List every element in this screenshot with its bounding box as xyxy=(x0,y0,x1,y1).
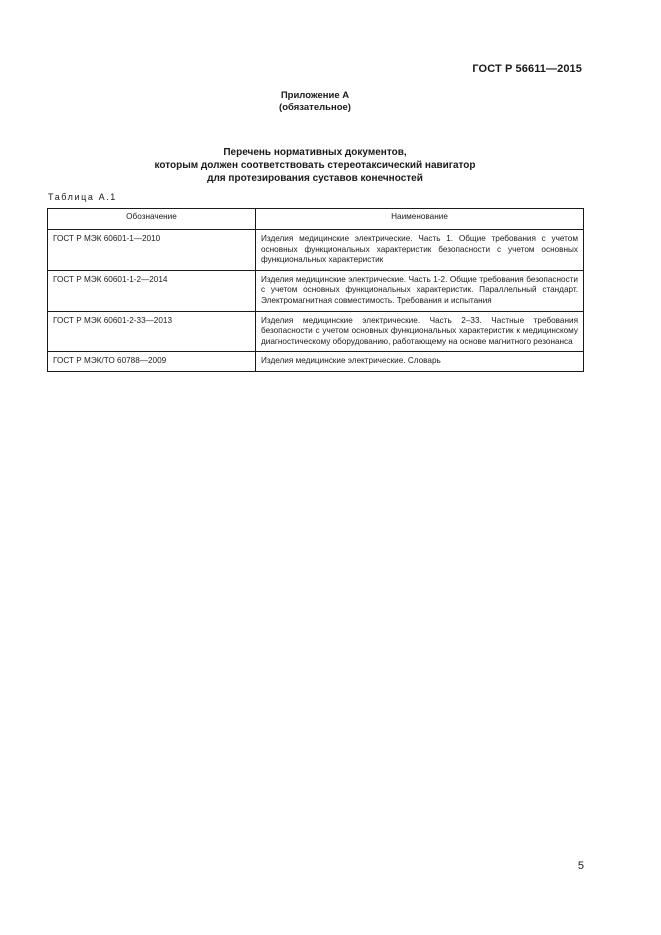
appendix-heading xyxy=(0,90,630,114)
appendix-status: (обязательное) xyxy=(279,102,351,113)
document-name-cell: Изделия медицинские электрические. Словарь xyxy=(256,352,584,372)
section-title xyxy=(0,146,630,185)
title-line-2: которым должен соответствовать стереотаксический навигатор xyxy=(154,160,476,171)
document-name-cell: Изделия медицинские электрические. Часть 2–33. Частные требования безопасности с учетом основных функциональных характеристик к медицинскому диагностическому оборудованию, работающему на основе магнитного резонанса xyxy=(256,311,584,352)
column-header-code: Обозначение xyxy=(48,209,256,230)
table-header-row xyxy=(48,209,584,230)
document-name-cell: Изделия медицинские электрические. Часть 1-2. Общие требования безопасности с учетом основных функциональных характеристик. Параллельный стандарт. Электромагнитная совместимость. Требования и испытания xyxy=(256,270,584,311)
column-header-name: Наименование xyxy=(256,209,584,230)
page-number: 5 xyxy=(577,860,584,872)
document-code-cell: ГОСТ Р МЭК 60601-2-33—2013 xyxy=(48,311,256,352)
document-code: ГОСТ Р 56611—2015 xyxy=(472,63,582,75)
appendix-title: Приложение А xyxy=(280,90,350,101)
document-code-cell: ГОСТ Р МЭК 60601-1—2010 xyxy=(48,230,256,271)
title-line-1: Перечень нормативных документов, xyxy=(223,147,407,158)
table-row xyxy=(48,311,584,352)
table-caption: Таблица А.1 xyxy=(48,192,117,202)
document-name-cell: Изделия медицинские электрические. Часть 1. Общие требования с учетом основных функциональных характеристик безопасности с учетом основных функциональных характеристик xyxy=(256,230,584,271)
document-code-cell: ГОСТ Р МЭК/ТО 60788—2009 xyxy=(48,352,256,372)
table-row xyxy=(48,230,584,271)
table-row xyxy=(48,352,584,372)
documents-table xyxy=(47,208,584,372)
title-line-3: для протезирования суставов конечностей xyxy=(207,173,423,184)
table-row xyxy=(48,270,584,311)
document-code-cell: ГОСТ Р МЭК 60601-1-2—2014 xyxy=(48,270,256,311)
